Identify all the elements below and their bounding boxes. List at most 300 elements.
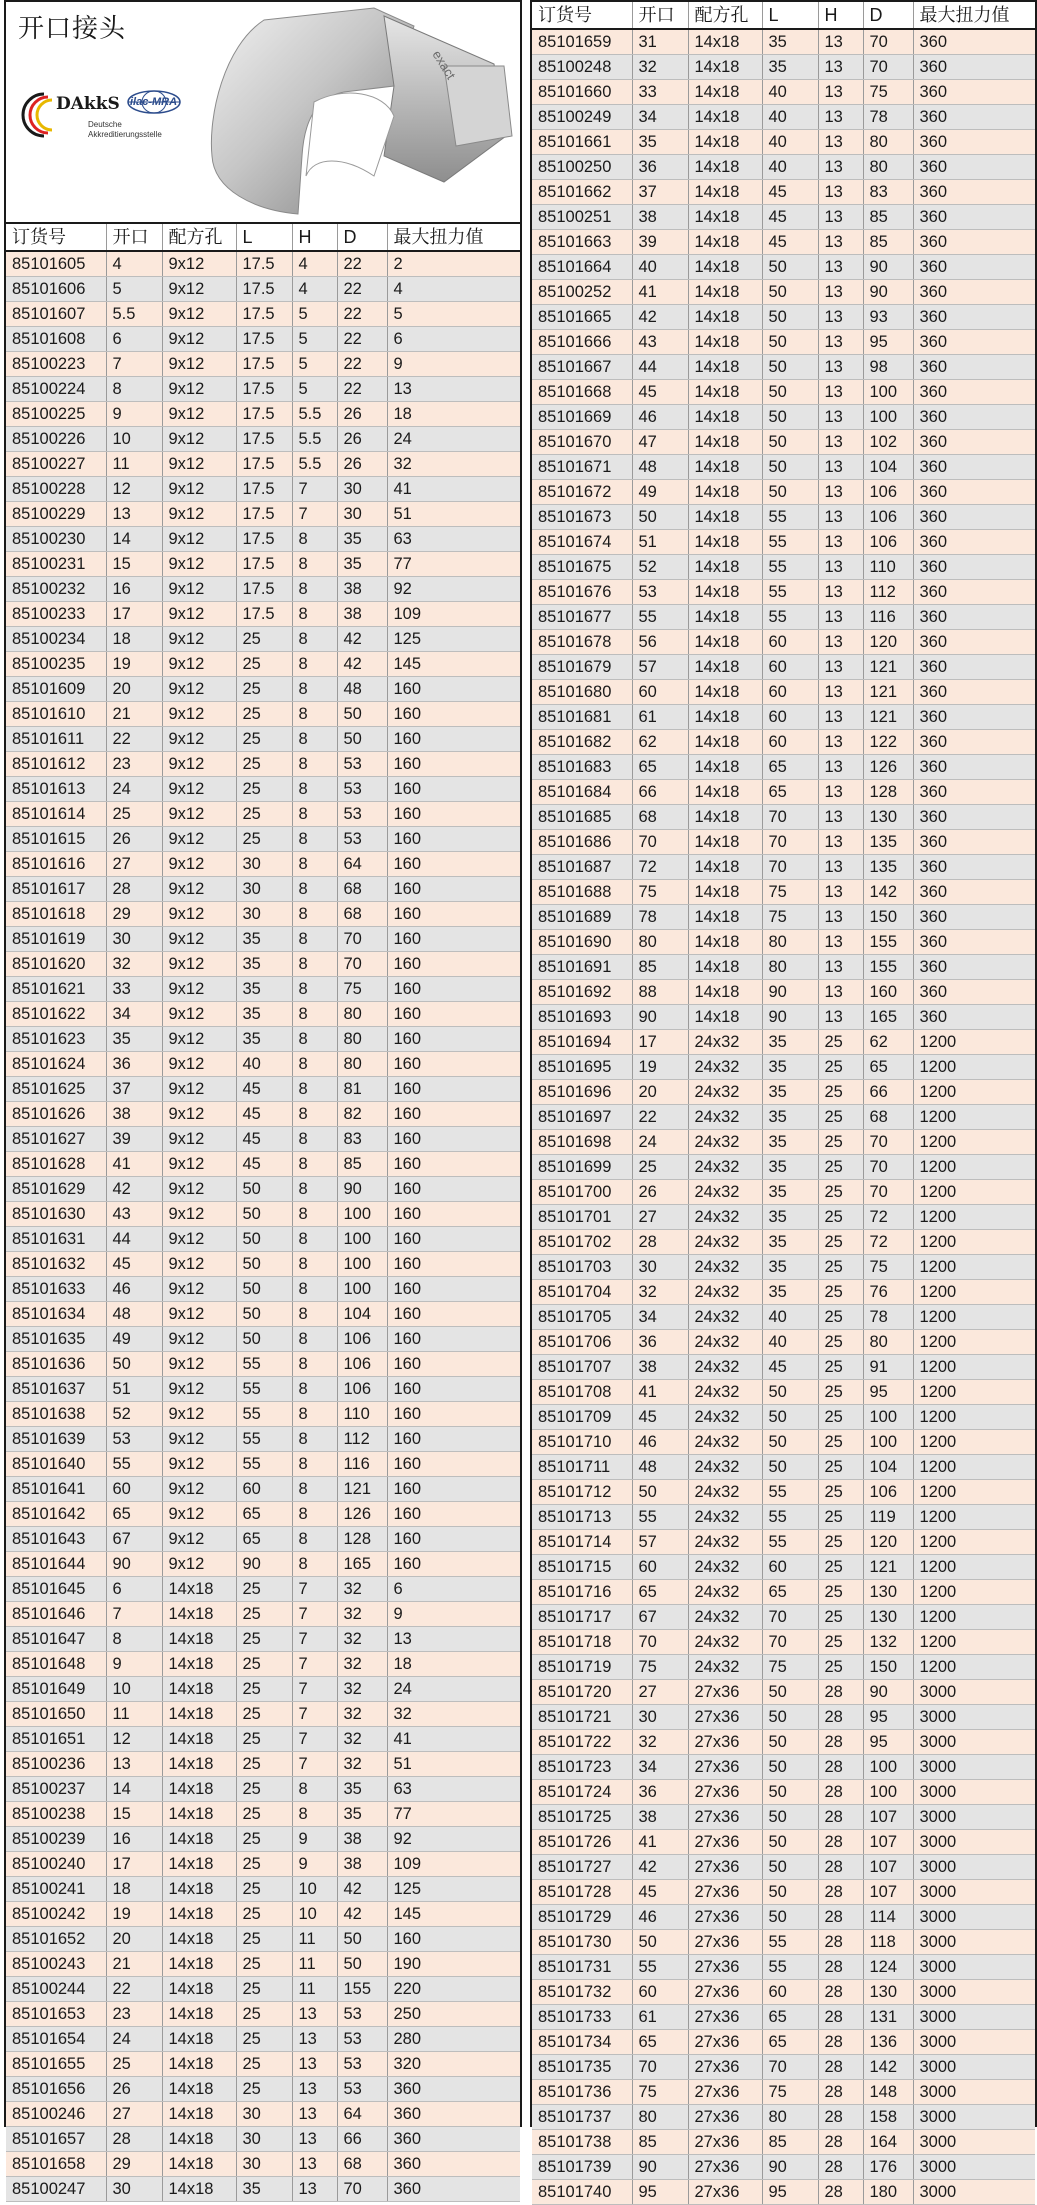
cell-h: 25 — [818, 1405, 863, 1430]
cell-fitting: 14x18 — [688, 530, 762, 555]
cell-opening: 53 — [632, 580, 688, 605]
cell-max-torque: 360 — [913, 355, 1035, 380]
cell-h: 28 — [818, 2130, 863, 2155]
cell-order-no: 85100223 — [6, 352, 106, 377]
cell-fitting: 9x12 — [162, 302, 236, 327]
cell-d: 121 — [863, 680, 913, 705]
cell-l: 25 — [236, 2002, 292, 2027]
cell-order-no: 85101636 — [6, 1352, 106, 1377]
cell-opening: 30 — [106, 2177, 162, 2202]
cell-max-torque: 360 — [913, 1005, 1035, 1030]
cell-fitting: 14x18 — [688, 655, 762, 680]
cell-fitting: 24x32 — [688, 1605, 762, 1630]
cell-l: 60 — [762, 655, 818, 680]
table-row — [6, 1077, 520, 1102]
cell-max-torque: 160 — [387, 1352, 520, 1377]
cell-d: 75 — [863, 1255, 913, 1280]
cell-d: 90 — [863, 1680, 913, 1705]
table-row — [6, 1552, 520, 1577]
cell-fitting: 9x12 — [162, 577, 236, 602]
cell-order-no: 85101684 — [532, 780, 632, 805]
table-row — [6, 1227, 520, 1252]
table-row — [532, 1730, 1035, 1755]
cell-h: 8 — [292, 727, 337, 752]
cell-d: 85 — [863, 205, 913, 230]
cell-l: 25 — [236, 1877, 292, 1902]
cell-l: 17.5 — [236, 251, 292, 277]
cell-opening: 24 — [106, 777, 162, 802]
cell-h: 5 — [292, 352, 337, 377]
cell-opening: 67 — [632, 1605, 688, 1630]
cell-fitting: 9x12 — [162, 477, 236, 502]
cell-h: 4 — [292, 251, 337, 277]
cell-d: 53 — [337, 752, 387, 777]
cell-max-torque: 360 — [913, 155, 1035, 180]
cell-order-no: 85101671 — [532, 455, 632, 480]
table-row — [532, 80, 1035, 105]
cell-d: 22 — [337, 251, 387, 277]
table-row — [6, 1452, 520, 1477]
cell-d: 66 — [337, 2127, 387, 2152]
cell-d: 100 — [863, 1780, 913, 1805]
cell-max-torque: 360 — [913, 580, 1035, 605]
cell-d: 70 — [337, 2177, 387, 2202]
cell-order-no: 85101717 — [532, 1605, 632, 1630]
cell-h: 8 — [292, 1452, 337, 1477]
cell-opening: 46 — [106, 1277, 162, 1302]
cell-d: 106 — [337, 1377, 387, 1402]
cell-max-torque: 1200 — [913, 1555, 1035, 1580]
table-row — [6, 1627, 520, 1652]
cell-l: 45 — [762, 205, 818, 230]
cell-order-no: 85101624 — [6, 1052, 106, 1077]
cell-l: 25 — [236, 702, 292, 727]
cell-h: 13 — [818, 555, 863, 580]
cell-d: 53 — [337, 802, 387, 827]
cell-max-torque: 3000 — [913, 2080, 1035, 2105]
cell-order-no: 85101652 — [6, 1927, 106, 1952]
cell-d: 107 — [863, 1830, 913, 1855]
cell-opening: 39 — [632, 230, 688, 255]
cell-h: 8 — [292, 1102, 337, 1127]
cell-max-torque: 160 — [387, 677, 520, 702]
cell-opening: 57 — [632, 655, 688, 680]
cell-max-torque: 160 — [387, 1077, 520, 1102]
cell-l: 45 — [762, 230, 818, 255]
cell-fitting: 14x18 — [688, 305, 762, 330]
cell-l: 55 — [762, 1530, 818, 1555]
table-row — [532, 1930, 1035, 1955]
table-row — [6, 1852, 520, 1877]
cell-order-no: 85101642 — [6, 1502, 106, 1527]
cell-max-torque: 320 — [387, 2052, 520, 2077]
cell-fitting: 9x12 — [162, 1252, 236, 1277]
cell-order-no: 85101667 — [532, 355, 632, 380]
cell-h: 11 — [292, 1952, 337, 1977]
cell-l: 60 — [762, 1555, 818, 1580]
cell-d: 132 — [863, 1630, 913, 1655]
cell-max-torque: 1200 — [913, 1480, 1035, 1505]
cell-opening: 52 — [632, 555, 688, 580]
cell-d: 70 — [863, 29, 913, 55]
cell-h: 7 — [292, 1702, 337, 1727]
cell-l: 17.5 — [236, 402, 292, 427]
cell-opening: 28 — [106, 2127, 162, 2152]
cell-max-torque: 160 — [387, 727, 520, 752]
cell-order-no: 85101641 — [6, 1477, 106, 1502]
cell-max-torque: 360 — [913, 505, 1035, 530]
table-row — [6, 1427, 520, 1452]
cell-d: 126 — [337, 1502, 387, 1527]
cell-order-no: 85101654 — [6, 2027, 106, 2052]
cell-l: 70 — [762, 1630, 818, 1655]
cell-order-no: 85100230 — [6, 527, 106, 552]
cell-d: 128 — [337, 1527, 387, 1552]
cell-d: 112 — [337, 1427, 387, 1452]
table-row — [532, 605, 1035, 630]
cell-l: 17.5 — [236, 477, 292, 502]
cell-d: 90 — [337, 1177, 387, 1202]
cell-h: 13 — [818, 605, 863, 630]
cell-max-torque: 41 — [387, 1727, 520, 1752]
cell-max-torque: 160 — [387, 952, 520, 977]
cell-opening: 72 — [632, 855, 688, 880]
table-row — [532, 1380, 1035, 1405]
cell-l: 35 — [236, 952, 292, 977]
cell-h: 7 — [292, 1602, 337, 1627]
cell-d: 42 — [337, 1902, 387, 1927]
cell-h: 8 — [292, 827, 337, 852]
cell-order-no: 85101650 — [6, 1702, 106, 1727]
table-row — [532, 205, 1035, 230]
cell-l: 35 — [762, 1230, 818, 1255]
cell-l: 50 — [762, 1430, 818, 1455]
cell-fitting: 24x32 — [688, 1180, 762, 1205]
cell-h: 13 — [818, 205, 863, 230]
cell-opening: 8 — [106, 1627, 162, 1652]
cell-h: 7 — [292, 1727, 337, 1752]
cell-l: 50 — [762, 1680, 818, 1705]
cell-order-no: 85101649 — [6, 1677, 106, 1702]
cell-max-torque: 4 — [387, 277, 520, 302]
cell-order-no: 85101715 — [532, 1555, 632, 1580]
cell-d: 100 — [863, 1405, 913, 1430]
cell-order-no: 85101731 — [532, 1955, 632, 1980]
cell-fitting: 27x36 — [688, 2105, 762, 2130]
cell-order-no: 85101740 — [532, 2180, 632, 2205]
product-header — [6, 2, 520, 224]
cell-opening: 30 — [106, 927, 162, 952]
cell-max-torque: 360 — [913, 955, 1035, 980]
cell-max-torque: 3000 — [913, 1980, 1035, 2005]
cell-h: 28 — [818, 1855, 863, 1880]
cell-max-torque: 160 — [387, 852, 520, 877]
cell-l: 25 — [236, 1627, 292, 1652]
cell-opening: 28 — [632, 1230, 688, 1255]
cell-max-torque: 109 — [387, 602, 520, 627]
cell-d: 98 — [863, 355, 913, 380]
cell-d: 76 — [863, 1280, 913, 1305]
cell-l: 55 — [762, 1505, 818, 1530]
cell-opening: 19 — [106, 1902, 162, 1927]
cell-opening: 29 — [106, 902, 162, 927]
cell-l: 60 — [236, 1477, 292, 1502]
cell-fitting: 24x32 — [688, 1530, 762, 1555]
cell-fitting: 24x32 — [688, 1030, 762, 1055]
cell-opening: 45 — [632, 380, 688, 405]
cell-fitting: 14x18 — [688, 380, 762, 405]
cell-max-torque: 51 — [387, 1752, 520, 1777]
cell-order-no: 85101713 — [532, 1505, 632, 1530]
cell-opening: 12 — [106, 1727, 162, 1752]
cell-l: 65 — [762, 755, 818, 780]
cell-opening: 36 — [106, 1052, 162, 1077]
cell-fitting: 14x18 — [688, 105, 762, 130]
cell-order-no: 85101648 — [6, 1652, 106, 1677]
certification-logos — [24, 88, 194, 158]
table-row — [6, 2027, 520, 2052]
cell-l: 40 — [762, 105, 818, 130]
cell-order-no: 85101629 — [6, 1177, 106, 1202]
cell-fitting: 24x32 — [688, 1055, 762, 1080]
cell-l: 25 — [236, 752, 292, 777]
cell-l: 70 — [762, 855, 818, 880]
cell-opening: 4 — [106, 251, 162, 277]
cell-max-torque: 3000 — [913, 2030, 1035, 2055]
cell-max-torque: 160 — [387, 1002, 520, 1027]
table-row — [6, 502, 520, 527]
cell-d: 22 — [337, 352, 387, 377]
cell-h: 7 — [292, 1752, 337, 1777]
table-row — [532, 2155, 1035, 2180]
cell-order-no: 85101719 — [532, 1655, 632, 1680]
cell-l: 17.5 — [236, 377, 292, 402]
cell-fitting: 9x12 — [162, 1152, 236, 1177]
cell-order-no: 85101664 — [532, 255, 632, 280]
cell-d: 136 — [863, 2030, 913, 2055]
cell-opening: 49 — [632, 480, 688, 505]
cell-order-no: 85100252 — [532, 280, 632, 305]
cell-opening: 41 — [632, 1380, 688, 1405]
right-panel — [530, 0, 1037, 2201]
cell-max-torque: 360 — [913, 80, 1035, 105]
cell-max-torque: 1200 — [913, 1180, 1035, 1205]
cell-fitting: 9x12 — [162, 1002, 236, 1027]
table-row — [532, 1605, 1035, 1630]
cell-l: 55 — [762, 580, 818, 605]
cell-opening: 8 — [106, 377, 162, 402]
cell-max-torque: 3000 — [913, 1755, 1035, 1780]
cell-order-no: 85101685 — [532, 805, 632, 830]
cell-opening: 34 — [632, 1755, 688, 1780]
cell-max-torque: 1200 — [913, 1405, 1035, 1430]
cell-order-no: 85101707 — [532, 1355, 632, 1380]
cell-d: 62 — [863, 1030, 913, 1055]
cell-h: 8 — [292, 1352, 337, 1377]
cell-h: 13 — [292, 2027, 337, 2052]
cell-fitting: 9x12 — [162, 1077, 236, 1102]
table-row — [532, 1405, 1035, 1430]
cell-max-torque: 360 — [913, 130, 1035, 155]
cell-opening: 24 — [106, 2027, 162, 2052]
cell-fitting: 24x32 — [688, 1430, 762, 1455]
cell-l: 17.5 — [236, 327, 292, 352]
table-row — [6, 1477, 520, 1502]
table-row — [6, 1052, 520, 1077]
cell-max-torque: 360 — [913, 455, 1035, 480]
cell-max-torque: 63 — [387, 1777, 520, 1802]
cell-l: 25 — [236, 727, 292, 752]
cell-h: 8 — [292, 1552, 337, 1577]
cell-max-torque: 13 — [387, 377, 520, 402]
cell-max-torque: 160 — [387, 1502, 520, 1527]
cell-max-torque: 6 — [387, 1577, 520, 1602]
cell-d: 104 — [863, 455, 913, 480]
cell-l: 50 — [236, 1302, 292, 1327]
table-row — [532, 1530, 1035, 1555]
cell-max-torque: 360 — [913, 430, 1035, 455]
left-panel — [4, 0, 522, 2198]
cell-d: 112 — [863, 580, 913, 605]
cell-h: 13 — [818, 830, 863, 855]
cell-l: 65 — [762, 2005, 818, 2030]
cell-order-no: 85101694 — [532, 1030, 632, 1055]
cell-fitting: 14x18 — [688, 980, 762, 1005]
cell-l: 25 — [236, 1677, 292, 1702]
cell-max-torque: 3000 — [913, 1955, 1035, 1980]
cell-d: 135 — [863, 830, 913, 855]
cell-h: 28 — [818, 2105, 863, 2130]
cell-l: 25 — [236, 677, 292, 702]
cell-fitting: 14x18 — [162, 2152, 236, 2177]
cell-fitting: 27x36 — [688, 2080, 762, 2105]
cell-fitting: 14x18 — [688, 480, 762, 505]
cell-fitting: 9x12 — [162, 952, 236, 977]
cell-fitting: 9x12 — [162, 427, 236, 452]
cell-max-torque: 160 — [387, 1177, 520, 1202]
table-row — [6, 1977, 520, 2002]
table-row — [532, 1055, 1035, 1080]
header-l: L — [762, 2, 818, 29]
cell-h: 25 — [818, 1355, 863, 1380]
cell-max-torque: 160 — [387, 702, 520, 727]
cell-fitting: 9x12 — [162, 1227, 236, 1252]
table-row — [6, 1877, 520, 1902]
cell-l: 17.5 — [236, 527, 292, 552]
cell-l: 90 — [762, 1005, 818, 1030]
cell-opening: 88 — [632, 980, 688, 1005]
cell-opening: 22 — [106, 727, 162, 752]
cell-fitting: 14x18 — [688, 555, 762, 580]
cell-l: 70 — [762, 805, 818, 830]
cell-fitting: 27x36 — [688, 2005, 762, 2030]
cell-fitting: 9x12 — [162, 1427, 236, 1452]
cell-h: 8 — [292, 1302, 337, 1327]
table-row — [532, 29, 1035, 55]
cell-order-no: 85101716 — [532, 1580, 632, 1605]
table-row — [6, 1677, 520, 1702]
cell-l: 17.5 — [236, 452, 292, 477]
cell-fitting: 9x12 — [162, 877, 236, 902]
cell-l: 35 — [236, 1002, 292, 1027]
right-spec-table — [532, 2, 1035, 2205]
cell-order-no: 85101618 — [6, 902, 106, 927]
cell-d: 68 — [337, 2152, 387, 2177]
cell-d: 107 — [863, 1855, 913, 1880]
wrench-head-icon — [194, 6, 524, 221]
cell-h: 8 — [292, 1127, 337, 1152]
cell-order-no: 85101612 — [6, 752, 106, 777]
cell-fitting: 14x18 — [688, 755, 762, 780]
header-max-torque: 最大扭力值 — [913, 2, 1035, 29]
cell-opening: 37 — [632, 180, 688, 205]
cell-d: 68 — [337, 877, 387, 902]
cell-fitting: 14x18 — [162, 2052, 236, 2077]
table-row — [6, 627, 520, 652]
cell-d: 80 — [337, 1002, 387, 1027]
cell-opening: 46 — [632, 1430, 688, 1455]
table-header-row — [6, 224, 520, 251]
cell-opening: 26 — [632, 1180, 688, 1205]
cell-d: 126 — [863, 755, 913, 780]
cell-max-torque: 160 — [387, 1927, 520, 1952]
table-row — [532, 330, 1035, 355]
cell-fitting: 9x12 — [162, 377, 236, 402]
cell-l: 70 — [762, 2055, 818, 2080]
cell-l: 35 — [236, 2177, 292, 2202]
cell-fitting: 14x18 — [688, 1005, 762, 1030]
cell-max-torque: 360 — [913, 705, 1035, 730]
table-row — [6, 877, 520, 902]
cell-order-no: 85101656 — [6, 2077, 106, 2102]
cell-h: 25 — [818, 1180, 863, 1205]
cell-h: 7 — [292, 1652, 337, 1677]
cell-order-no: 85101615 — [6, 827, 106, 852]
table-row — [532, 1680, 1035, 1705]
cell-d: 104 — [863, 1455, 913, 1480]
cell-order-no: 85101739 — [532, 2155, 632, 2180]
cell-h: 13 — [292, 2052, 337, 2077]
cell-d: 42 — [337, 627, 387, 652]
header-opening: 开口 — [106, 224, 162, 251]
cell-l: 65 — [762, 780, 818, 805]
cell-opening: 45 — [632, 1880, 688, 1905]
cell-max-torque: 160 — [387, 1027, 520, 1052]
cell-opening: 22 — [106, 1977, 162, 2002]
cell-h: 13 — [818, 29, 863, 55]
cell-h: 13 — [818, 755, 863, 780]
cell-d: 78 — [863, 105, 913, 130]
table-row — [6, 2052, 520, 2077]
cell-d: 50 — [337, 1952, 387, 1977]
cell-h: 25 — [818, 1630, 863, 1655]
cell-fitting: 27x36 — [688, 1930, 762, 1955]
cell-max-torque: 360 — [913, 480, 1035, 505]
cell-h: 8 — [292, 1277, 337, 1302]
cell-order-no: 85101696 — [532, 1080, 632, 1105]
cell-order-no: 85101647 — [6, 1627, 106, 1652]
table-row — [6, 1377, 520, 1402]
cell-opening: 47 — [632, 430, 688, 455]
cell-l: 80 — [762, 2105, 818, 2130]
left-spec-table — [6, 224, 520, 2202]
cell-opening: 28 — [106, 877, 162, 902]
cell-d: 35 — [337, 527, 387, 552]
cell-l: 35 — [762, 29, 818, 55]
cell-h: 13 — [292, 2002, 337, 2027]
table-row — [532, 455, 1035, 480]
cell-max-torque: 63 — [387, 527, 520, 552]
